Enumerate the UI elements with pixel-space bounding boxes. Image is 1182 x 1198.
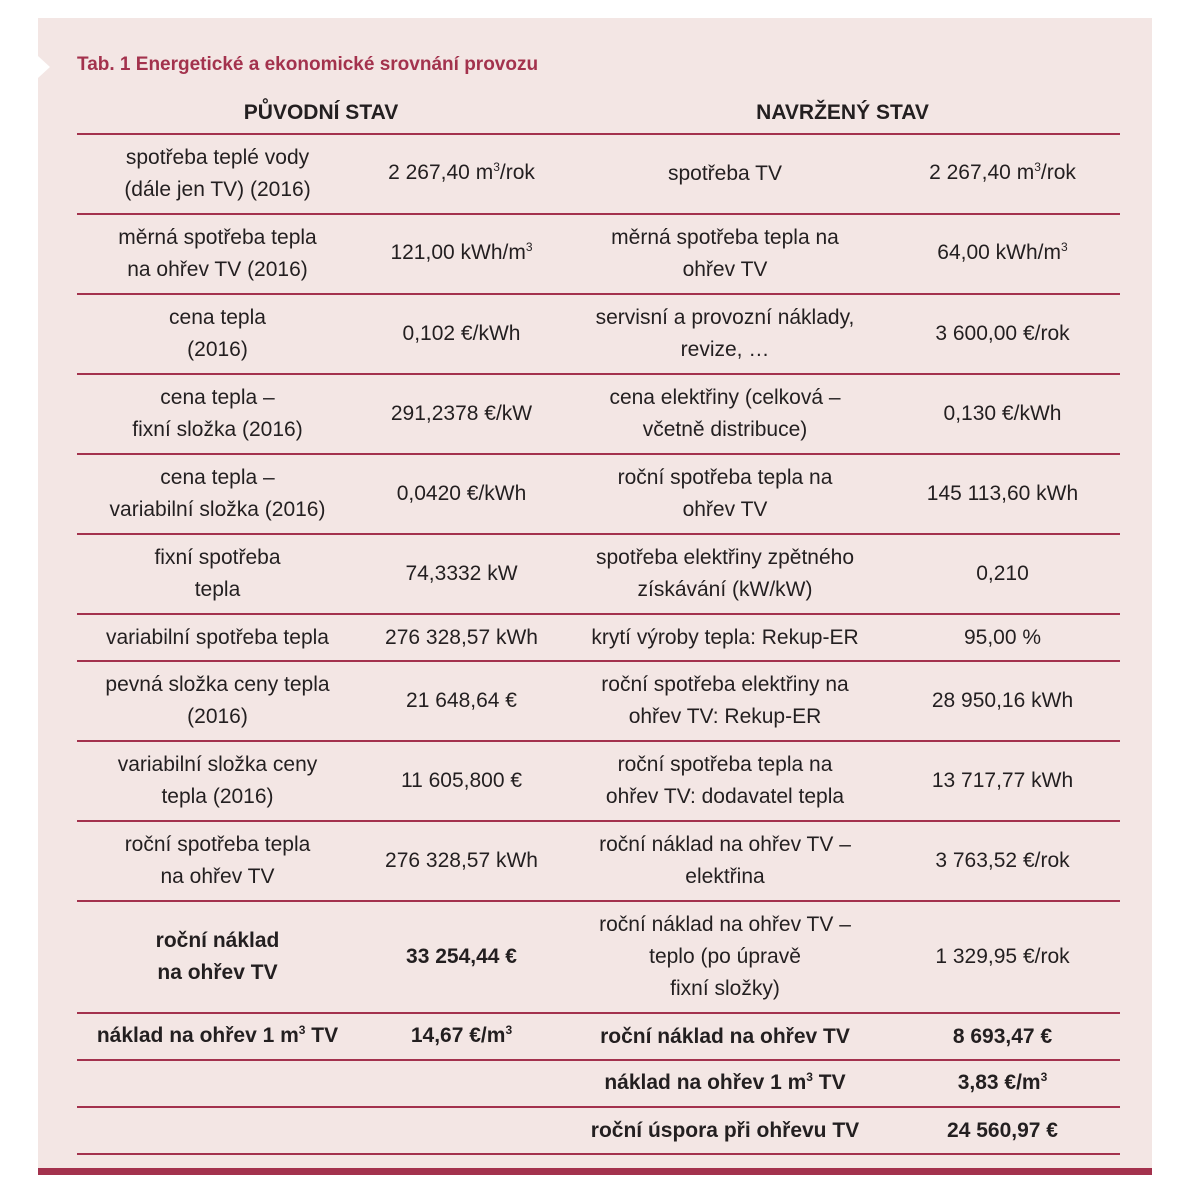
table-row	[77, 454, 1120, 534]
label-original	[77, 614, 358, 661]
value-original	[358, 534, 565, 614]
table-row	[77, 534, 1120, 614]
cell-text: /rok	[1040, 161, 1076, 184]
cell-text: cena tepla – variabilní složka (2016)	[109, 466, 326, 521]
table-row	[77, 901, 1120, 1013]
label-proposed	[565, 901, 885, 1013]
value-original	[358, 214, 565, 294]
value-original	[358, 741, 565, 821]
label-proposed	[565, 214, 885, 294]
label-original	[77, 214, 358, 294]
value-original	[358, 614, 565, 661]
cell-text: 145 113,60 kWh	[926, 482, 1079, 505]
cell-text: servisní a provozní náklady, revize, …	[595, 306, 855, 361]
cell-text: 33 254,44 €	[406, 945, 517, 968]
cell-text: 74,3332 kW	[405, 562, 518, 585]
cell-text: krytí výroby tepla: Rekup-ER	[591, 625, 859, 649]
cell-text: 0,102 €/kWh	[402, 322, 521, 345]
label-original	[77, 374, 358, 454]
cell-text: roční náklad na ohřev TV	[600, 1024, 850, 1048]
table-row	[77, 294, 1120, 374]
value-original	[358, 1107, 565, 1154]
table-row	[77, 1107, 1120, 1154]
label-proposed	[565, 374, 885, 454]
cell-text: 1 329,95 €/rok	[935, 945, 1070, 968]
cell-text: měrná spotřeba tepla na ohřev TV	[611, 226, 839, 281]
cell-text: roční náklad na ohřev TV	[155, 929, 280, 984]
value-proposed	[885, 454, 1120, 534]
cell-text: 3,83 €/m	[957, 1070, 1041, 1094]
table-row	[77, 134, 1120, 214]
value-original	[358, 821, 565, 901]
cell-text: spotřeba teplé vody (dále jen TV) (2016)	[124, 146, 311, 201]
unit-superscript: 3	[525, 240, 533, 254]
cell-text: TV	[812, 1070, 846, 1094]
cell-text: variabilní spotřeba tepla	[106, 625, 329, 649]
cell-text: 3 600,00 €/rok	[935, 322, 1070, 345]
value-proposed	[885, 661, 1120, 741]
cell-text: náklad na ohřev 1 m	[604, 1070, 807, 1094]
cell-text: 24 560,97 €	[947, 1118, 1058, 1142]
cell-text: roční náklad na ohřev TV – elektřina	[599, 833, 851, 888]
value-proposed	[885, 821, 1120, 901]
label-proposed	[565, 1013, 885, 1060]
value-proposed	[885, 901, 1120, 1013]
cell-text: 276 328,57 kWh	[385, 625, 538, 649]
unit-superscript: 3	[493, 160, 500, 174]
value-original	[358, 1013, 565, 1060]
cell-text: spotřeba TV	[667, 162, 782, 185]
cell-text: spotřeba elektřiny zpětného získávání (kW/kW)	[596, 546, 854, 601]
value-original	[358, 134, 565, 214]
header-original-state: PŮVODNÍ STAV	[77, 92, 565, 134]
label-original	[77, 1107, 358, 1154]
cell-text: náklad na ohřev 1 m	[96, 1023, 299, 1047]
value-proposed	[885, 1060, 1120, 1107]
cell-text: 291,2378 €/kW	[390, 402, 533, 425]
cell-text: 2 267,40 m	[929, 161, 1035, 184]
cell-text: roční spotřeba tepla na ohřev TV	[617, 466, 833, 521]
cell-text: 64,00 kWh/m	[937, 241, 1062, 264]
value-original	[358, 294, 565, 374]
cell-text: roční úspora při ohřevu TV	[590, 1118, 860, 1142]
value-proposed	[885, 374, 1120, 454]
cell-text: 8 693,47 €	[952, 1024, 1053, 1048]
cell-text: 3 763,52 €/rok	[935, 849, 1070, 872]
cell-text: 276 328,57 kWh	[385, 849, 538, 872]
table-row	[77, 1060, 1120, 1107]
label-proposed	[565, 534, 885, 614]
cell-text: 13 717,77 kWh	[931, 769, 1074, 792]
label-original	[77, 821, 358, 901]
value-proposed	[885, 134, 1120, 214]
label-original	[77, 454, 358, 534]
table-row	[77, 741, 1120, 821]
label-original	[77, 661, 358, 741]
unit-superscript: 3	[806, 1069, 813, 1084]
cell-text: roční náklad na ohřev TV – teplo (po úpravě fixní složky)	[599, 913, 851, 1000]
table-row	[77, 821, 1120, 901]
cell-text: 0,0420 €/kWh	[396, 482, 527, 505]
cell-text: fixní spotřeba tepla	[154, 546, 281, 601]
table-row	[77, 214, 1120, 294]
label-original	[77, 294, 358, 374]
cell-text: roční spotřeba tepla na ohřev TV	[124, 833, 311, 888]
label-proposed	[565, 1060, 885, 1107]
label-proposed	[565, 661, 885, 741]
label-proposed	[565, 454, 885, 534]
label-proposed	[565, 821, 885, 901]
label-proposed	[565, 614, 885, 661]
value-proposed	[885, 534, 1120, 614]
unit-superscript: 3	[1061, 240, 1068, 254]
cell-text: 14,67 €/m	[410, 1023, 506, 1047]
cell-text: 0,210	[976, 562, 1029, 585]
header-proposed-state: NAVRŽENÝ STAV	[565, 92, 1120, 134]
label-original	[77, 901, 358, 1013]
table-row	[77, 661, 1120, 741]
value-proposed	[885, 294, 1120, 374]
cell-text: cena tepla – fixní složka (2016)	[132, 386, 303, 441]
label-proposed	[565, 134, 885, 214]
label-original	[77, 1013, 358, 1060]
bottom-rule	[38, 1168, 1152, 1175]
value-original	[358, 661, 565, 741]
value-original	[358, 1060, 565, 1107]
label-proposed	[565, 294, 885, 374]
value-proposed	[885, 1107, 1120, 1154]
label-original	[77, 134, 358, 214]
unit-superscript: 3	[1034, 160, 1041, 174]
value-proposed	[885, 741, 1120, 821]
cell-text: 0,130 €/kWh	[943, 402, 1062, 425]
value-proposed	[885, 214, 1120, 294]
cell-text: 28 950,16 kWh	[931, 689, 1074, 712]
cell-text: variabilní složka ceny tepla (2016)	[117, 753, 318, 808]
cell-text: cena elektřiny (celková – včetně distribuce)	[609, 386, 841, 441]
cell-text: pevná složka ceny tepla (2016)	[105, 673, 330, 728]
cell-text: TV	[305, 1023, 339, 1047]
unit-superscript: 3	[505, 1022, 513, 1037]
value-original	[358, 901, 565, 1013]
unit-superscript: 3	[298, 1022, 306, 1037]
cell-text: 11 605,800 €	[400, 769, 523, 792]
comparison-table	[77, 92, 1120, 1155]
value-proposed	[885, 614, 1120, 661]
label-proposed	[565, 741, 885, 821]
cell-text: 121,00 kWh/m	[390, 241, 526, 264]
unit-superscript: 3	[1040, 1069, 1048, 1084]
value-proposed	[885, 1013, 1120, 1060]
cell-text: roční spotřeba tepla na ohřev TV: dodavatel tepla	[605, 753, 845, 808]
table-row	[77, 374, 1120, 454]
value-original	[358, 454, 565, 534]
cell-text: /rok	[499, 161, 535, 184]
value-original	[358, 374, 565, 454]
table-caption: Tab. 1 Energetické a ekonomické srovnání provozu	[77, 54, 539, 75]
cell-text: 2 267,40 m	[388, 161, 494, 184]
cell-text: 21 648,64 €	[406, 689, 517, 712]
label-original	[77, 534, 358, 614]
caption-marker-arrow	[38, 56, 50, 78]
cell-text: měrná spotřeba tepla na ohřev TV (2016)	[118, 226, 317, 281]
header-row	[77, 92, 1120, 134]
cell-text: cena tepla (2016)	[169, 306, 266, 361]
cell-text: 95,00 %	[963, 625, 1042, 649]
label-original	[77, 741, 358, 821]
label-original	[77, 1060, 358, 1107]
table-row	[77, 614, 1120, 661]
label-proposed	[565, 1107, 885, 1154]
cell-text: roční spotřeba elektřiny na ohřev TV: Rekup-ER	[601, 673, 849, 728]
table-row	[77, 1013, 1120, 1060]
